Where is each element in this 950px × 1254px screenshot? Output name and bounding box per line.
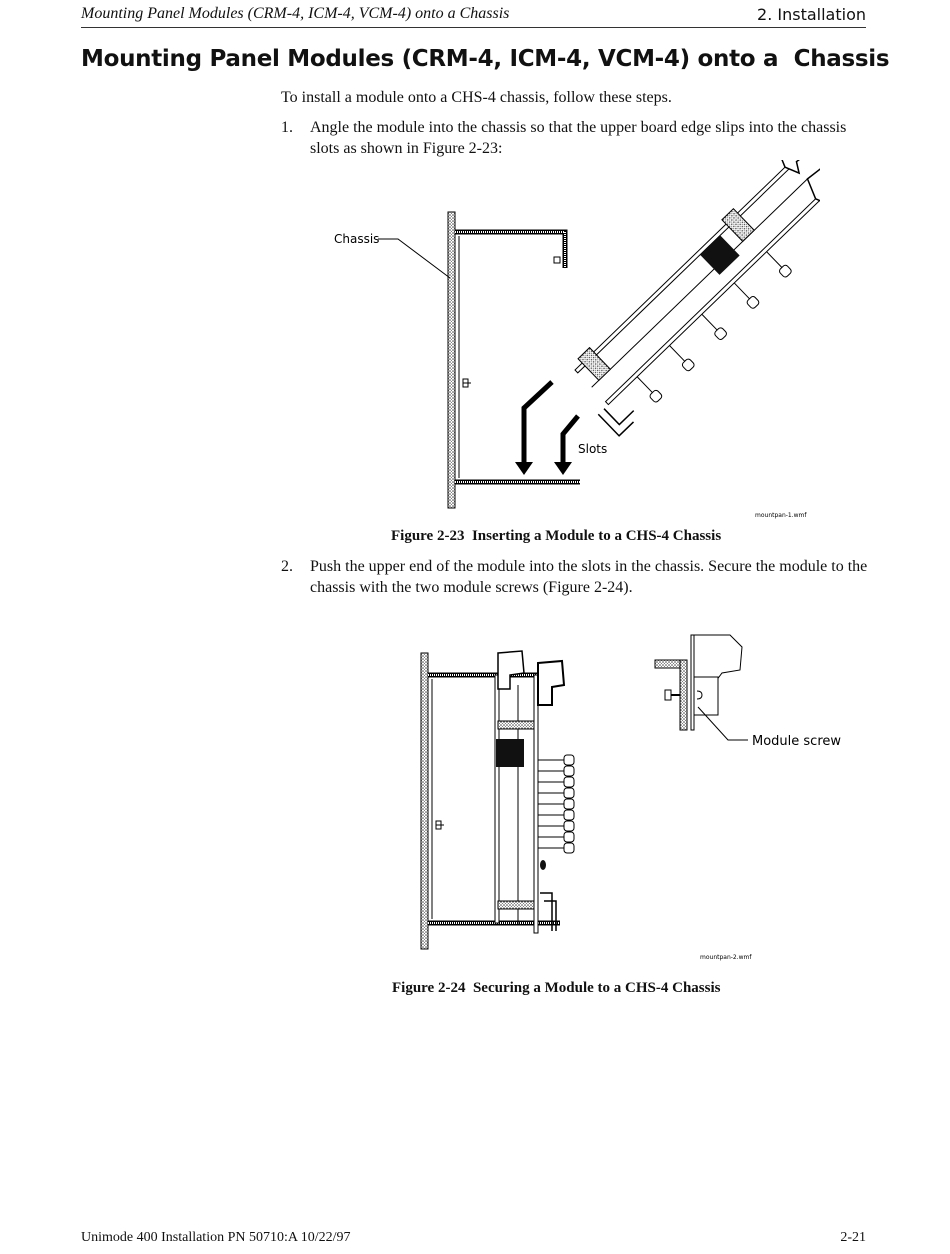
- figure-2-24-caption: Figure 2-24 Securing a Module to a CHS-4 Chassis: [392, 980, 721, 996]
- figure-2-filename: mountpan-2.wmf: [700, 954, 752, 961]
- figure-2-23-caption: Figure 2-23 Inserting a Module to a CHS-4 Chassis: [391, 528, 722, 544]
- page-title: Mounting Panel Modules (CRM-4, ICM-4, VCM-4) onto a Chassis: [81, 46, 890, 72]
- detail-chassis-wall: [680, 660, 687, 730]
- module-chip: [700, 235, 740, 275]
- header-rule: [81, 27, 866, 28]
- module-screw-label: Module screw: [752, 734, 842, 749]
- step-1-text: Angle the module into the chassis so that the upper board edge slips into the chassis slots as shown in Figure 2-23:: [310, 119, 847, 157]
- running-header-section: 2. Installation: [757, 5, 866, 24]
- footer-page-number: 2-21: [840, 1230, 866, 1245]
- step-2-number: 2.: [281, 558, 293, 575]
- slots-label: Slots: [578, 442, 608, 456]
- chassis-leader-line: [378, 239, 450, 278]
- module-chip-2: [496, 739, 524, 767]
- footer-document-id: Unimode 400 Installation PN 50710:A 10/22/97: [81, 1230, 351, 1245]
- running-header-title: Mounting Panel Modules (CRM-4, ICM-4, VCM-4) onto a Chassis: [81, 5, 510, 22]
- chassis-top-flange: [455, 232, 565, 268]
- figure-2-24-illustration: [410, 625, 850, 965]
- figure-1-filename: mountpan-1.wmf: [755, 512, 807, 519]
- slot-arrow-2: [563, 416, 578, 462]
- intro-paragraph: To install a module onto a CHS-4 chassis, follow these steps.: [281, 89, 672, 106]
- step-1-number: 1.: [281, 119, 293, 136]
- chassis-wall: [448, 212, 455, 508]
- chassis-label: Chassis: [334, 232, 380, 246]
- detail-bracket: [694, 677, 718, 715]
- figure-2-23-illustration: [320, 160, 820, 522]
- angled-module: [551, 160, 820, 437]
- slot-arrow-1: [524, 382, 552, 462]
- chassis-wall-2: [421, 653, 428, 949]
- step-2-text: Push the upper end of the module into the slots in the chassis. Secure the module to the chassis with the two module screws (Figure 2-24).: [310, 558, 868, 596]
